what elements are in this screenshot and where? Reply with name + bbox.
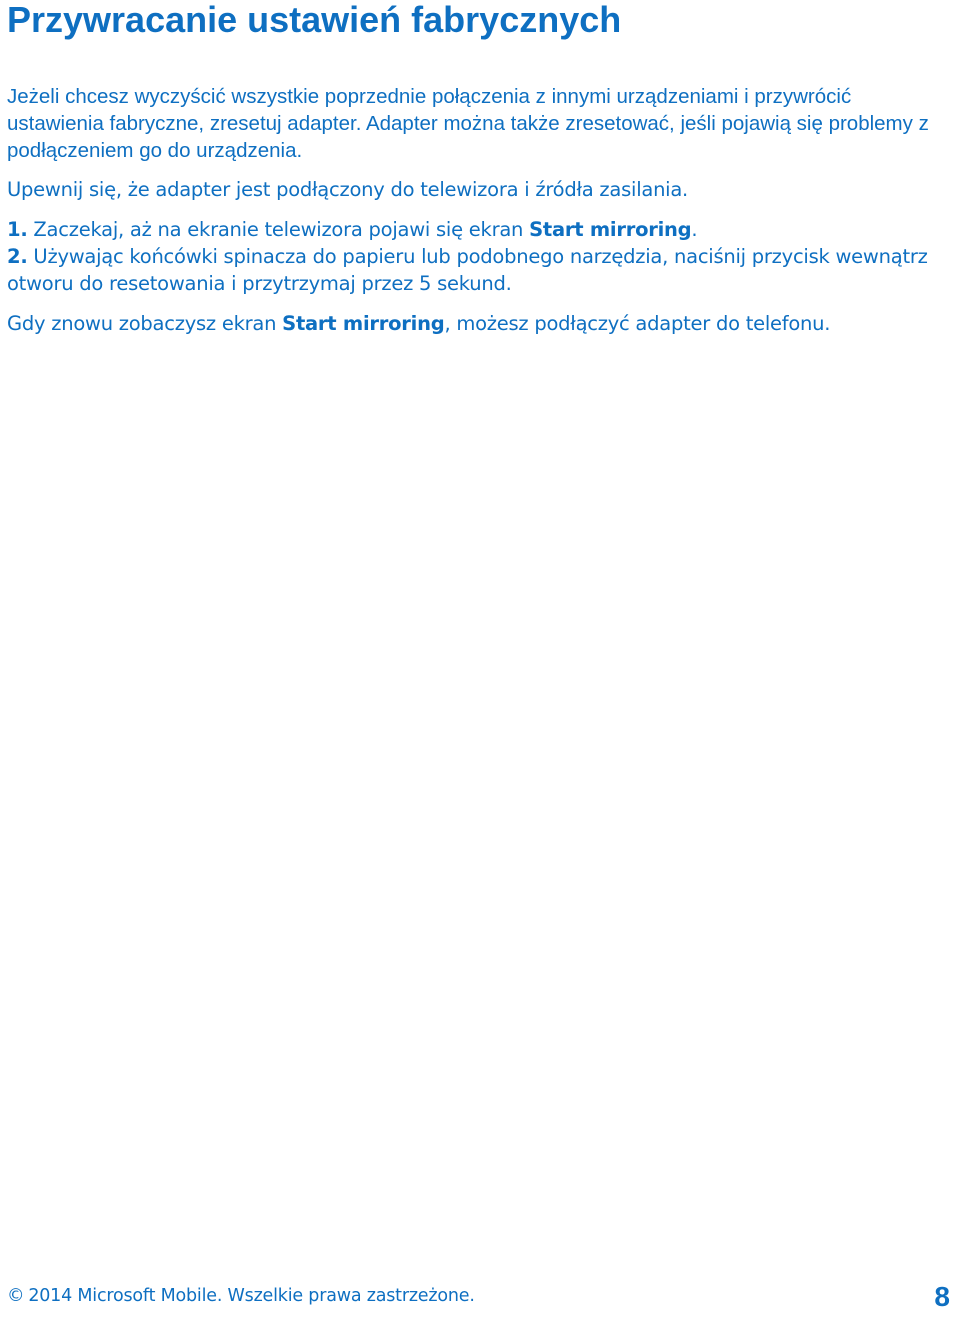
start-mirroring-emphasis: Start mirroring [282,312,445,335]
footer [7,1284,475,1308]
step-1 [7,216,952,243]
copyright-text: 2014 Microsoft Mobile. Wszelkie prawa zastrzeżone. [28,1286,475,1306]
copyright-icon: © [7,1286,25,1306]
step-text-end: . [691,218,698,241]
step-number: 1. [7,218,28,241]
steps-list [7,216,952,297]
intro-paragraph: Jeżeli chcesz wyczyścić wszystkie poprzednie połączenia z innymi urządzeniami i przywrócić ustawienia fabryczne, zresetuj adapter. Adapter można także zresetować, jeśli pojawią się problemy z podłączeniem go do urządzenia. [7,85,929,162]
page-title: Przywracanie ustawień fabrycznych [7,0,622,40]
start-mirroring-emphasis: Start mirroring [529,218,692,241]
step-2 [7,243,952,297]
after-reset-paragraph [7,310,952,337]
after-text: Gdy znowu zobaczysz ekran [7,312,283,335]
check-connection-paragraph: Upewnij się, że adapter jest podłączony do telewizora i źródła zasilania. [7,178,688,201]
after-text-end: , możesz podłączyć adapter do telefonu. [444,312,831,335]
page-number: 8 [934,1281,950,1312]
step-text: Zaczekaj, aż na ekranie telewizora pojawi się ekran [27,218,530,241]
step-text: Używając końcówki spinacza do papieru lub podobnego narzędzia, naciśnij przycisk wewnątrz otworu do resetowania i przytrzymaj przez 5 sekund. [7,245,928,295]
step-number: 2. [7,245,28,268]
